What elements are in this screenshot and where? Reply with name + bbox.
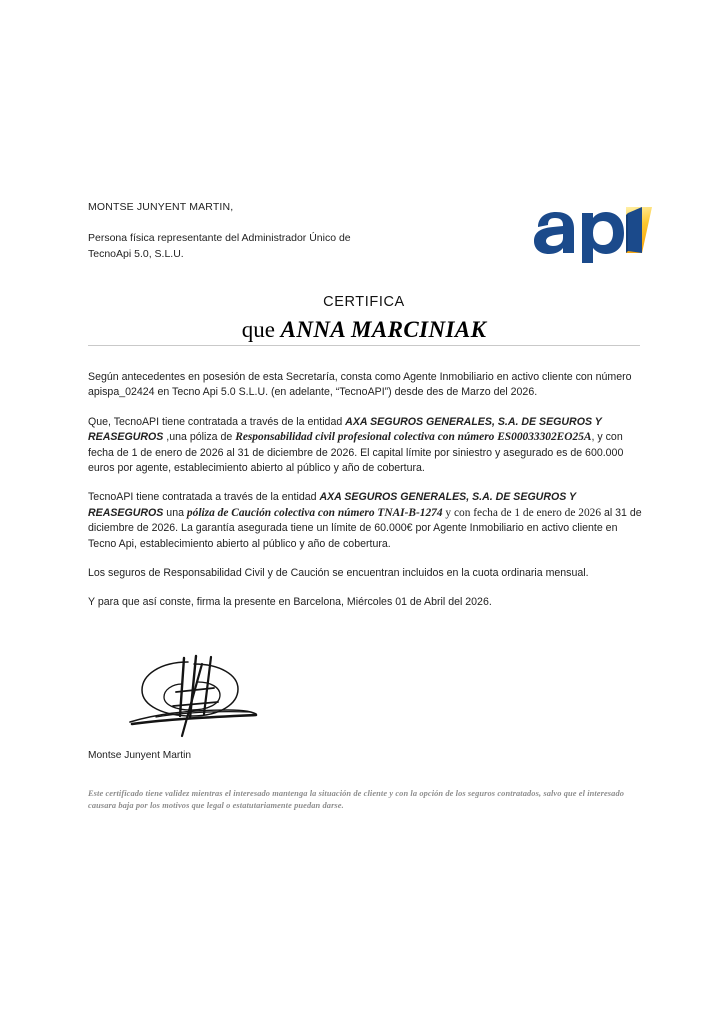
paragraph-monthly-fee-text: Los seguros de Responsabilidad Civil y de Caución se encuentran incluidos en la cuota ordinaria mensual. xyxy=(88,567,589,580)
handwritten-signature-icon xyxy=(116,648,316,743)
paragraph-monthly-fee xyxy=(88,566,646,581)
p3-insurer-name: AXA SEGUROS GENERALES, S.A. DE SEGUROS Y REASEGUROS xyxy=(88,491,576,519)
paragraph-surety-bond xyxy=(88,490,646,552)
p3-text-4: al 31 de diciembre de 2026. La garantía asegurada tiene un límite de 60.000€ por Agente Inmobiliario en activo cliente en Tecno Api, establecimiento abierto al público y año de cobertura. xyxy=(88,506,642,550)
signer-name: MONTSE JUNYENT MARTIN, xyxy=(88,201,234,213)
api-logo xyxy=(530,201,660,263)
p3-policy-reference: póliza de Caución colectiva con número TNAI-B-1274 xyxy=(186,506,443,519)
certified-person-name: ANNA MARCINIAK xyxy=(280,317,487,342)
signature-block xyxy=(88,648,408,763)
p3-text-2: una xyxy=(163,506,187,519)
signature-name: Montse Junyent Martin xyxy=(88,750,192,761)
p3-text-1: TecnoAPI tiene contratada a través de la entidad xyxy=(88,491,320,504)
signer-role xyxy=(88,231,488,262)
title-block xyxy=(88,292,640,345)
title-divider xyxy=(88,345,640,346)
paragraph-membership-text: Según antecedentes en posesión de esta Secretaría, consta como Agente Inmobiliario en activo cliente con número apispa_02424 en Tecno Api 5.0 S.L.U. (en adelante, “TecnoAPI”) desde des de Marzo del 2026. xyxy=(88,371,632,399)
document-header xyxy=(88,200,640,280)
p2-text-2: ,una póliza de xyxy=(163,431,236,444)
paragraph-civil-liability xyxy=(88,415,646,477)
validity-disclaimer: Este certificado tiene validez mientras el interesado mantenga la situación de cliente y con la opción de los seguros contratados, salvo que el interesado causara baja por los motivos que legal o estatutariamente puedan darse. xyxy=(88,789,625,810)
signer-role-line-1: Persona física representante del Administrador Único de xyxy=(88,232,351,244)
certifica-heading: CERTIFICA xyxy=(323,294,405,310)
signer-block xyxy=(88,200,488,262)
p2-insurer-name: AXA SEGUROS GENERALES, S.A. DE SEGUROS Y REASEGUROS xyxy=(88,415,602,444)
paragraph-place-and-date xyxy=(88,595,646,610)
que-prefix: que xyxy=(241,317,281,342)
certified-person-line xyxy=(88,315,640,345)
p2-policy-reference: Responsabilidad civil profesional colectiva con número ES00033302EO25A xyxy=(235,431,592,444)
paragraph-place-and-date-text: Y para que así conste, firma la presente en Barcelona, Miércoles 01 de Abril del 2026. xyxy=(88,596,492,609)
p3-text-3: y con fecha de 1 de enero de 2026 xyxy=(442,506,602,519)
p2-text-1: Que, TecnoAPI tiene contratada a través de la entidad xyxy=(88,415,346,428)
signer-role-line-2: TecnoApi 5.0, S.L.U. xyxy=(88,247,184,260)
document-body xyxy=(88,370,646,625)
paragraph-membership xyxy=(88,370,646,401)
p2-text-3: , y con fecha de 1 de enero de 2026 al 31 de diciembre de 2026. El capital límite por siniestro y asegurado es de 600.000 euros por agente, establecimiento abierto al público y año de cobertura. xyxy=(88,431,624,475)
